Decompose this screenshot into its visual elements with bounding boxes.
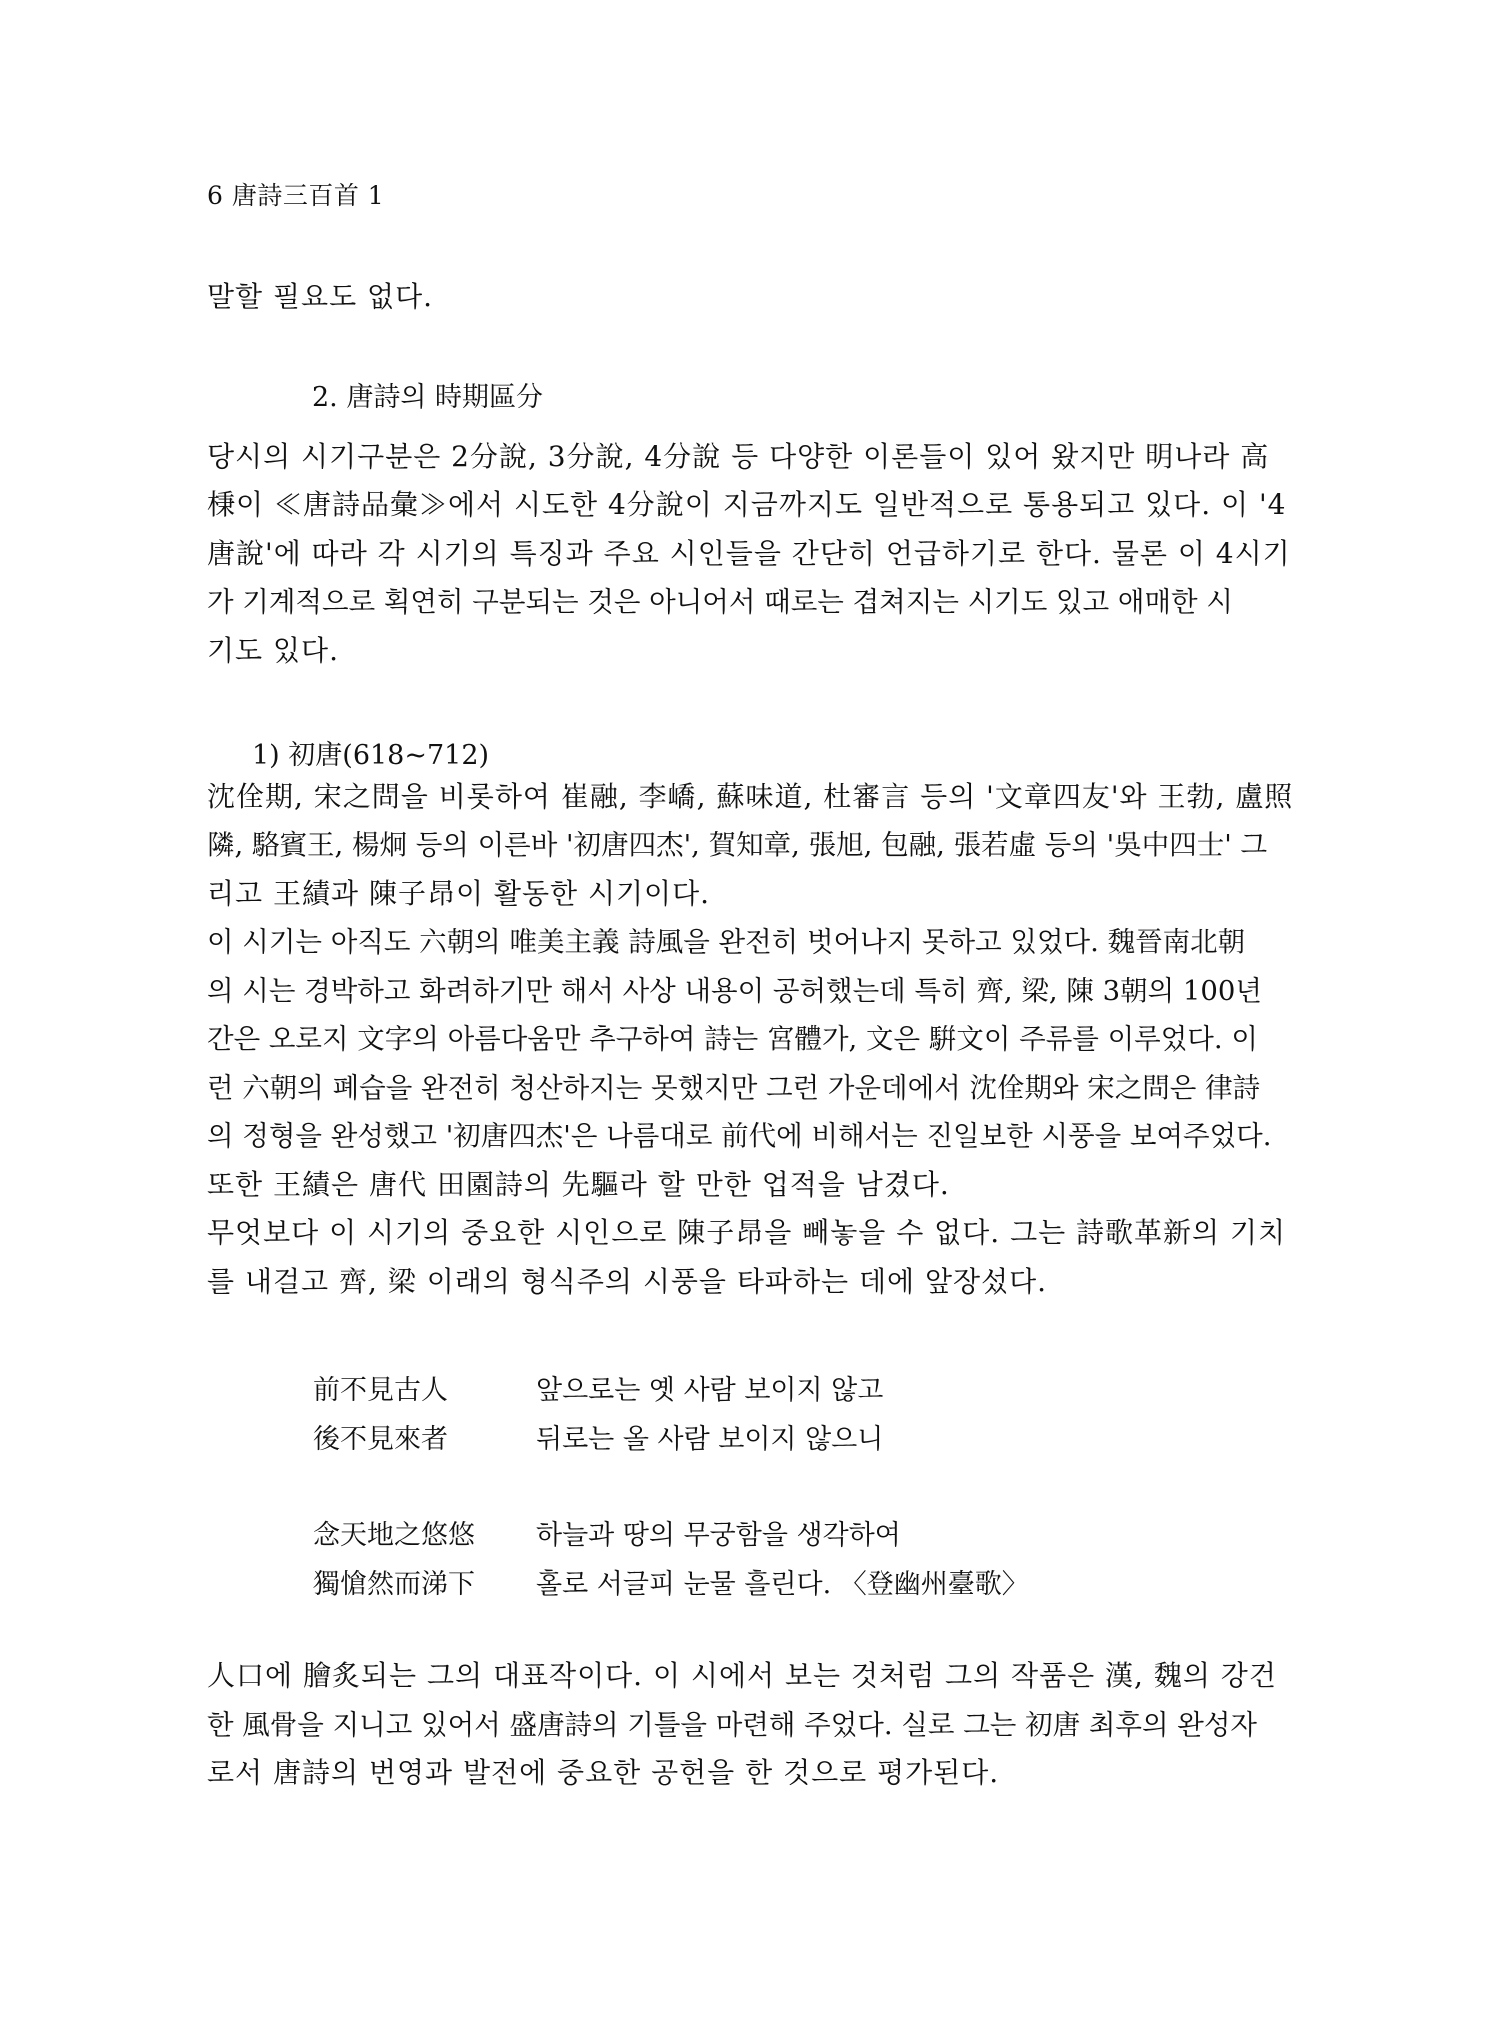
- paragraph-line: 의 정형을 완성했고 '初唐四杰'은 나름대로 前代에 비해서는 진일보한 시풍을 보여주었다.: [207, 1120, 1272, 1152]
- poem-line-korean: 앞으로는 옛 사람 보이지 않고: [536, 1375, 884, 1406]
- paragraph-line: 人口에 膾炙되는 그의 대표작이다. 이 시에서 보는 것처럼 그의 작품은 漢, 魏의 강건: [207, 1659, 1277, 1692]
- poem-line-chinese: 後不見來者: [313, 1424, 448, 1455]
- paragraph-line: 가 기계적으로 획연히 구분되는 것은 아니어서 때로는 겹쳐지는 시기도 있고 애매한 시: [207, 586, 1233, 618]
- paragraph-line: 무엇보다 이 시기의 중요한 시인으로 陳子昂을 빼놓을 수 없다. 그는 詩歌革新의 기치: [207, 1216, 1287, 1249]
- poem-line-chinese: 念天地之悠悠: [313, 1520, 475, 1551]
- paragraph-line: 런 六朝의 폐습을 완전히 청산하지는 못했지만 그런 가운데에서 沈佺期와 宋之問은 律詩: [207, 1072, 1261, 1104]
- poem-line-chinese: 前不見古人: [313, 1375, 448, 1406]
- paragraph-line: 한 風骨을 지니고 있어서 盛唐詩의 기틀을 마련해 주었다. 실로 그는 初唐 최후의 완성자: [207, 1709, 1257, 1741]
- paragraph-line: 당시의 시기구분은 2分說, 3分說, 4分說 등 다양한 이론들이 있어 왔지만 明나라 高: [207, 440, 1270, 473]
- section-heading: 2. 唐詩의 時期區分: [312, 382, 544, 413]
- paragraph-line: 棅이 ≪唐詩品彙≫에서 시도한 4分說이 지금까지도 일반적으로 통용되고 있다. 이 '4: [207, 488, 1287, 521]
- paragraph-line: 로서 唐詩의 번영과 발전에 중요한 공헌을 한 것으로 평가된다.: [207, 1756, 1000, 1789]
- poem-line-chinese: 獨愴然而涕下: [313, 1569, 475, 1600]
- poem-line-korean: 하늘과 땅의 무궁함을 생각하여: [536, 1520, 901, 1551]
- subsection-heading: 1) 初唐(618~712): [252, 740, 490, 771]
- running-header: 6 唐詩三百首 1: [207, 181, 385, 210]
- poem-line-korean: 뒤로는 올 사람 보이지 않으니: [536, 1424, 884, 1455]
- paragraph-line: 이 시기는 아직도 六朝의 唯美主義 詩風을 완전히 벗어나지 못하고 있었다. 魏晉南北朝: [207, 926, 1246, 958]
- poem-line-korean: 홀로 서글피 눈물 흘린다. 〈登幽州臺歌〉: [536, 1569, 1029, 1600]
- paragraph-line: 또한 王績은 唐代 田園詩의 先驅라 할 만한 업적을 남겼다.: [207, 1168, 950, 1201]
- paragraph-line: 沈佺期, 宋之問을 비롯하여 崔融, 李嶠, 蘇味道, 杜審言 등의 '文章四友'와 王勃, 盧照: [207, 780, 1294, 813]
- intro-line: 말할 필요도 없다.: [207, 280, 434, 313]
- paragraph-line: 의 시는 경박하고 화려하기만 해서 사상 내용이 공허했는데 특히 齊, 梁, 陳 3朝의 100년: [207, 975, 1262, 1007]
- paragraph-line: 기도 있다.: [207, 634, 339, 667]
- paragraph-line: 리고 王績과 陳子昂이 활동한 시기이다.: [207, 877, 711, 910]
- paragraph-line: 唐說'에 따라 각 시기의 특징과 주요 시인들을 간단히 언급하기로 한다. 물론 이 4시기: [207, 537, 1291, 570]
- paragraph-line: 간은 오로지 文字의 아름다움만 추구하여 詩는 宮體가, 文은 騈文이 주류를 이루었다. 이: [207, 1023, 1258, 1055]
- paragraph-line: 隣, 駱賓王, 楊炯 등의 이른바 '初唐四杰', 賀知章, 張旭, 包融, 張若虛 등의 '吳中四士' 그: [207, 829, 1268, 861]
- paragraph-line: 를 내걸고 齊, 梁 이래의 형식주의 시풍을 타파하는 데에 앞장섰다.: [207, 1265, 1048, 1298]
